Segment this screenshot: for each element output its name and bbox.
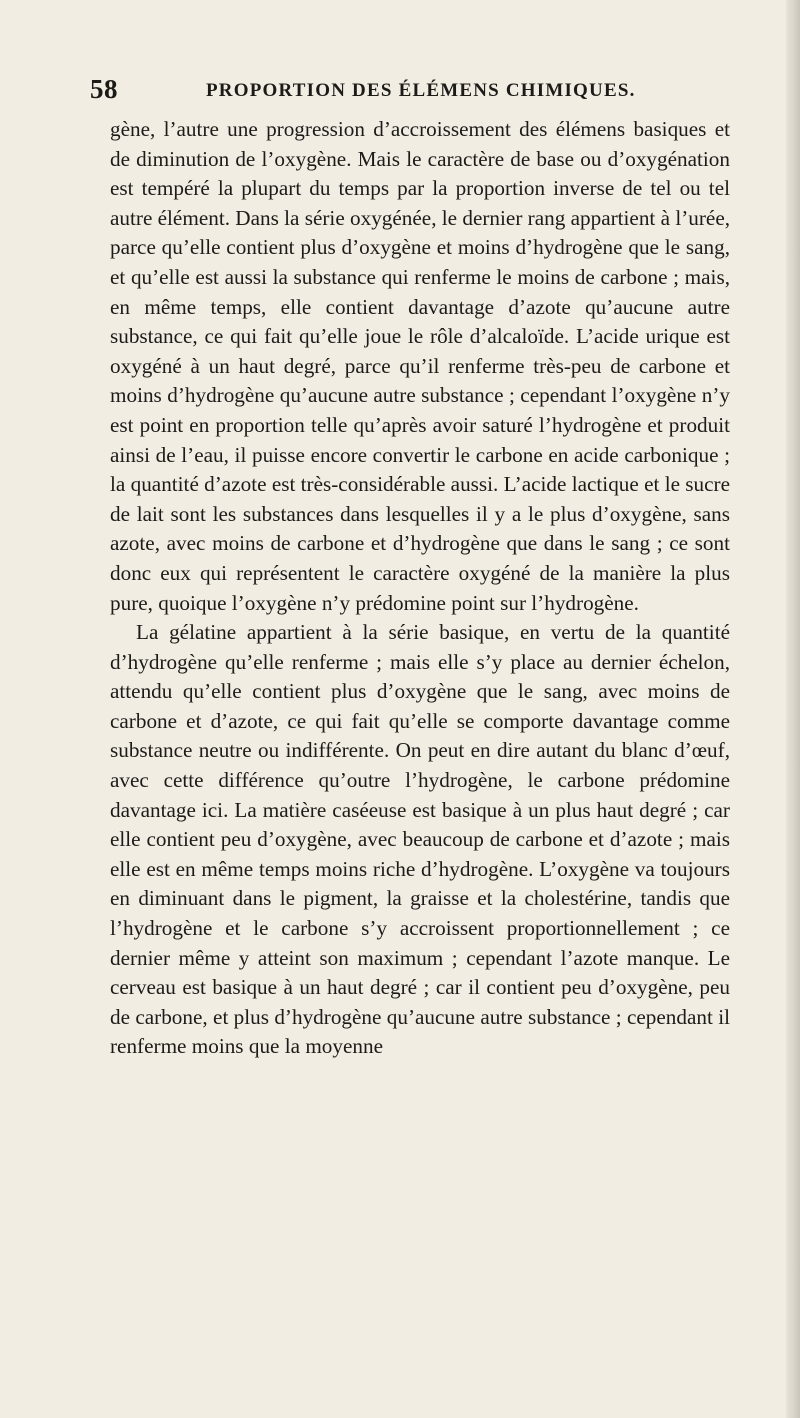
page-edge-shadow (786, 0, 800, 1418)
paragraph-continued: gène, l’autre une progression d’accroissement des élémens basiques et de diminution de l’oxygène. Mais le caractère de base ou d’oxygénation est tempéré la plupart du temps par la proportion inverse de tel ou tel autre élément. Dans la série oxygénée, le dernier rang appartient à l’urée, parce qu’elle contient plus d’oxygène et moins d’hydrogène que le sang, et qu’elle est aussi la substance qui renferme le moins de carbone ; mais, en même temps, elle contient davantage d’azote qu’aucune autre substance, ce qui fait qu’elle joue le rôle d’alcaloïde. L’acide urique est oxygéné à un haut degré, parce qu’il renferme très-peu de carbone et moins d’hydrogène qu’aucune autre substance ; cependant l’oxygène n’y est point en proportion telle qu’après avoir saturé l’hydrogène et produit ainsi de l’eau, il puisse encore convertir le carbone en acide carbonique ; la quantité d’azote est très-considérable aussi. L’acide lactique et le sucre de lait sont les substances dans lesquelles il y a le plus d’oxygène, sans azote, avec moins de carbone et d’hydrogène que dans le sang ; ce sont donc eux qui représentent le caractère oxygéné de la manière la plus pure, quoique l’oxygène n’y prédomine point sur l’hydrogène. (110, 117, 731, 615)
page-number: 58 (90, 74, 118, 104)
running-title: PROPORTION DES ÉLÉMENS CHIMIQUES. (206, 80, 636, 101)
running-header (90, 74, 730, 114)
paragraph-gelatine: La gélatine appartient à la série basique, en vertu de la quantité d’hydrogène qu’elle renferme ; mais elle s’y place au dernier échelon, attendu qu’elle contient plus d’oxygène que le sang, avec moins de carbone et d’azote, ce qui fait qu’elle se comporte davantage comme substance neutre ou indifférente. On peut en dire autant du blanc d’œuf, avec cette différence qu’outre l’hydrogène, le carbone prédomine davantage ici. La matière caséeuse est basique à un plus haut degré ; car elle contient peu d’oxygène, avec beaucoup de carbone et d’azote ; mais elle est en même temps moins riche d’hydrogène. L’oxygène va toujours en diminuant dans le pigment, la graisse et la cholestérine, tandis que l’hydrogène et le carbone s’y accroissent proportionnellement ; ce dernier même y atteint son maximum ; cependant l’azote manque. Le cerveau est basique à un haut degré ; car il contient peu d’oxygène, peu de carbone, et plus d’hydrogène qu’aucune autre substance ; cependant il renferme moins que la moyenne (110, 620, 730, 1059)
body-text (110, 115, 730, 1062)
